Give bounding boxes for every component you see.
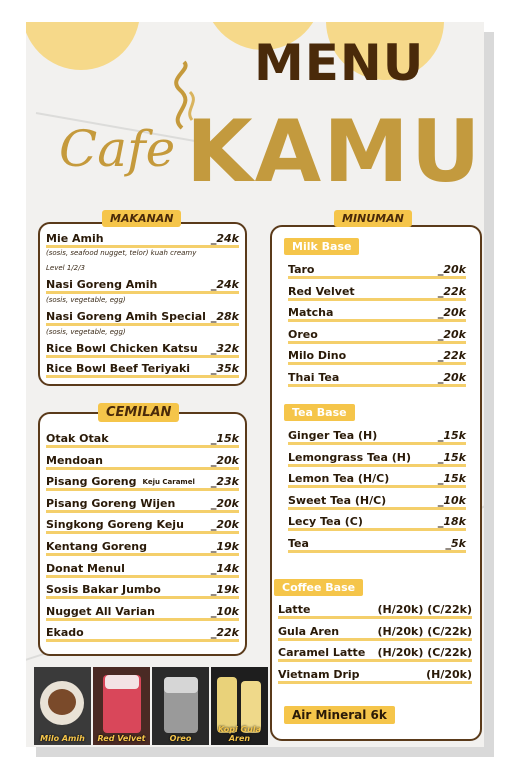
brand-name: KAMU [186,102,483,202]
item-price: (H/20k) [426,667,472,681]
menu-item [278,668,472,684]
menu-item [288,371,466,387]
menu-item [288,494,466,510]
makanan-list [46,232,239,382]
item-price: _19k [210,583,239,597]
item-name: Rice Bowl Chicken Katsu [46,342,198,355]
menu-item [46,232,239,248]
item-price: _5k [445,536,466,550]
photo-milo-amih [34,667,91,745]
cemilan-list [46,432,239,647]
menu-item [46,497,239,513]
item-name: Sosis Bakar Jumbo [46,583,161,597]
menu-item [288,472,466,488]
page-title: MENU [254,34,425,92]
menu-item [288,328,466,344]
menu-item [46,278,239,294]
item-name: Red Velvet [288,284,355,298]
item-name: Nasi Goreng Amih Special [46,310,206,323]
item-note: Level 1/2/3 [46,264,85,272]
menu-item [46,540,239,556]
item-name: Ginger Tea (H) [288,429,378,442]
milk-base-label: Milk Base [284,238,359,255]
menu-item [288,349,466,365]
menu-item [46,342,239,358]
item-price: _32k [210,342,239,355]
item-price: _15k [437,472,466,485]
item-price: _20k [210,496,239,510]
menu-item [288,429,466,445]
item-price: _20k [437,306,466,319]
item-price: _10k [437,493,466,507]
item-price: _24k [210,278,239,291]
menu-item [288,306,466,322]
item-price: _20k [437,327,466,341]
menu-item [46,626,239,642]
item-price: _24k [210,232,239,245]
item-price: (H/20k) (C/22k) [377,646,472,659]
item-name: Mendoan [46,453,103,467]
item-name: Oreo [288,327,318,341]
item-name: Nasi Goreng Amih [46,278,158,291]
item-price: _20k [210,518,239,532]
item-name: Gula Aren [278,624,340,638]
item-name: Otak Otak [46,432,109,445]
menu-item [288,451,466,467]
decor-circle [26,22,140,70]
item-name: Matcha [288,306,334,319]
item-price: (H/20k) (C/22k) [377,624,472,638]
menu-item [288,285,466,301]
item-price: _19k [210,540,239,553]
item-name: Lemon Tea (H/C) [288,472,390,485]
item-name: Vietnam Drip [278,667,360,681]
item-price: _14k [210,561,239,575]
menu-item [278,625,472,641]
photo-caption: Milo Amih [40,734,85,743]
photo-caption: Red Velvet [97,734,146,743]
item-name: Caramel Latte [278,646,366,659]
item-price: _35k [210,362,239,375]
item-note: (sosis, vegetable, egg) [46,328,126,336]
tea-base-label: Tea Base [284,404,355,421]
item-name: Tea [288,536,309,550]
photo-kopi-gula-aren [211,667,268,745]
item-name: Pisang Goreng Wijen [46,496,176,510]
menu-item [288,537,466,553]
item-name: Lemongrass Tea (H) [288,450,411,464]
item-price: _20k [437,370,466,384]
item-name: Kentang Goreng [46,540,148,553]
section-label-minuman: MINUMAN [334,210,412,227]
item-name: Sweet Tea (H/C) [288,493,387,507]
coffee-base-label: Coffee Base [274,579,363,596]
photo-strip [34,667,294,747]
menu-item [46,362,239,378]
item-price: _22k [437,284,466,298]
item-price: (H/20k) (C/22k) [377,603,472,616]
item-price: _23k [210,475,239,489]
menu-item [46,432,239,448]
item-name: Singkong Goreng Keju [46,518,184,532]
item-price: _22k [437,349,466,362]
item-name: Lecy Tea (C) [288,515,363,528]
item-name: Pisang Goreng [46,475,137,489]
item-name: Ekado [46,626,84,640]
item-name: Milo Dino [288,349,347,362]
air-mineral-label: Air Mineral 6k [284,706,395,724]
menu-item [46,310,239,326]
section-label-makanan: MAKANAN [102,210,181,227]
item-note: (sosis, seafood nugget, telor) kuah creamy [46,249,197,257]
menu-item [46,518,239,534]
item-price: _15k [437,429,466,442]
item-price: _22k [210,626,239,640]
minuman-card [270,225,482,741]
photo-oreo [152,667,209,745]
menu-poster [26,22,484,747]
cemilan-card [38,412,247,656]
menu-item [46,475,239,491]
item-price: _15k [437,450,466,464]
menu-item [46,454,239,470]
section-label-cemilan: CEMILAN [98,403,179,422]
menu-item [46,562,239,578]
menu-item [288,515,466,531]
item-price: _28k [210,310,239,323]
item-extra: Keju Caramel [142,477,195,486]
item-price: _20k [210,453,239,467]
item-name: Latte [278,603,311,616]
menu-item [288,263,466,279]
item-name: Nugget All Varian [46,604,156,618]
photo-caption: Oreo [169,734,192,743]
item-name: Rice Bowl Beef Teriyaki [46,362,191,375]
item-price: _18k [437,515,466,528]
item-price: _15k [210,432,239,445]
makanan-card [38,222,247,386]
brand-cafe: Cafe [59,120,176,178]
photo-caption: Kopi Gula Aren [218,725,261,743]
item-price: _10k [210,604,239,618]
item-name: Taro [288,263,315,276]
menu-item [46,583,239,599]
item-name: Thai Tea [288,370,340,384]
menu-item [46,605,239,621]
photo-red-velvet [93,667,150,745]
item-note: (sosis, vegetable, egg) [46,296,126,304]
item-price: _20k [437,263,466,276]
menu-item [278,646,472,662]
item-name: Donat Menul [46,561,125,575]
item-name: Mie Amih [46,232,104,245]
menu-item [278,603,472,619]
